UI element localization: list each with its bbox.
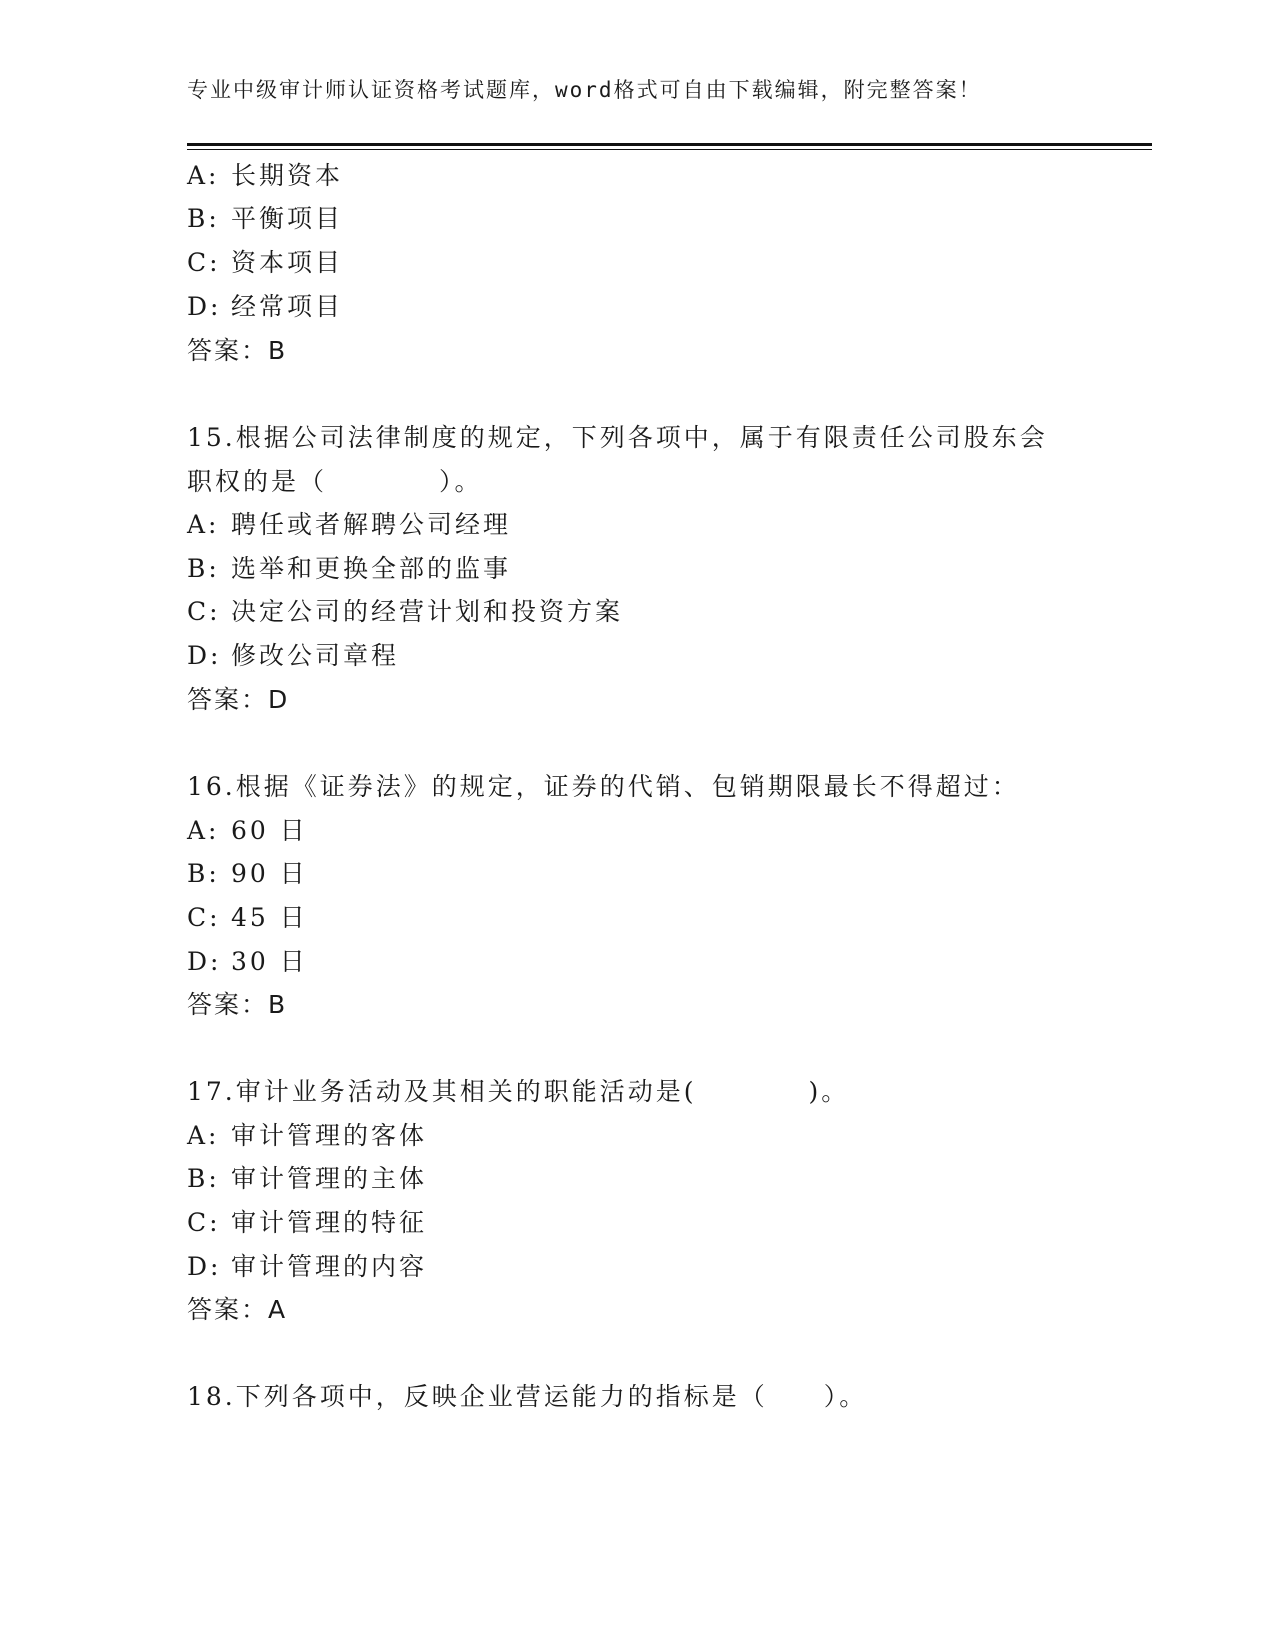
- q17-option-a: A: 审计管理的客体: [187, 1121, 428, 1150]
- q17-answer: 答案：A: [187, 1295, 288, 1324]
- q18-stem-line1: 18.下列各项中，反映企业营运能力的指标是（ ）。: [187, 1382, 868, 1411]
- q16-option-d: D: 30 日: [187, 947, 308, 976]
- q17-option-d: D: 审计管理的内容: [187, 1252, 428, 1281]
- page-header: 专业中级审计师认证资格考试题库，word格式可自由下载编辑，附完整答案！: [187, 78, 982, 102]
- header-rule-thick: [187, 143, 1152, 146]
- q16-answer: 答案：B: [187, 990, 288, 1019]
- q14-option-a: A: 长期资本: [187, 161, 344, 190]
- q17-option-b: B: 审计管理的主体: [187, 1164, 428, 1193]
- q16-option-a: A: 60 日: [187, 816, 308, 845]
- q15-option-a: A: 聘任或者解聘公司经理: [187, 510, 512, 539]
- q17-stem-line1: 17.审计业务活动及其相关的职能活动是( )。: [187, 1077, 850, 1106]
- q15-option-c: C: 决定公司的经营计划和投资方案: [187, 597, 624, 626]
- q14-option-c: C: 资本项目: [187, 248, 344, 277]
- q14-option-b: B: 平衡项目: [187, 204, 344, 233]
- q14-answer: 答案：B: [187, 336, 288, 365]
- q16-stem-line1: 16.根据《证券法》的规定，证券的代销、包销期限最长不得超过：: [187, 772, 1020, 801]
- q15-option-b: B: 选举和更换全部的监事: [187, 554, 512, 583]
- q16-option-c: C: 45 日: [187, 903, 308, 932]
- header-rule-thin: [187, 149, 1152, 150]
- q14-option-d: D: 经常项目: [187, 292, 344, 321]
- q15-answer: 答案：D: [187, 685, 290, 714]
- q15-stem-line1: 15.根据公司法律制度的规定，下列各项中，属于有限责任公司股东会: [187, 423, 1048, 452]
- q15-option-d: D: 修改公司章程: [187, 641, 400, 670]
- q17-option-c: C: 审计管理的特征: [187, 1208, 428, 1237]
- q16-option-b: B: 90 日: [187, 859, 308, 888]
- q15-stem-line2: 职权的是（ ）。: [187, 467, 483, 496]
